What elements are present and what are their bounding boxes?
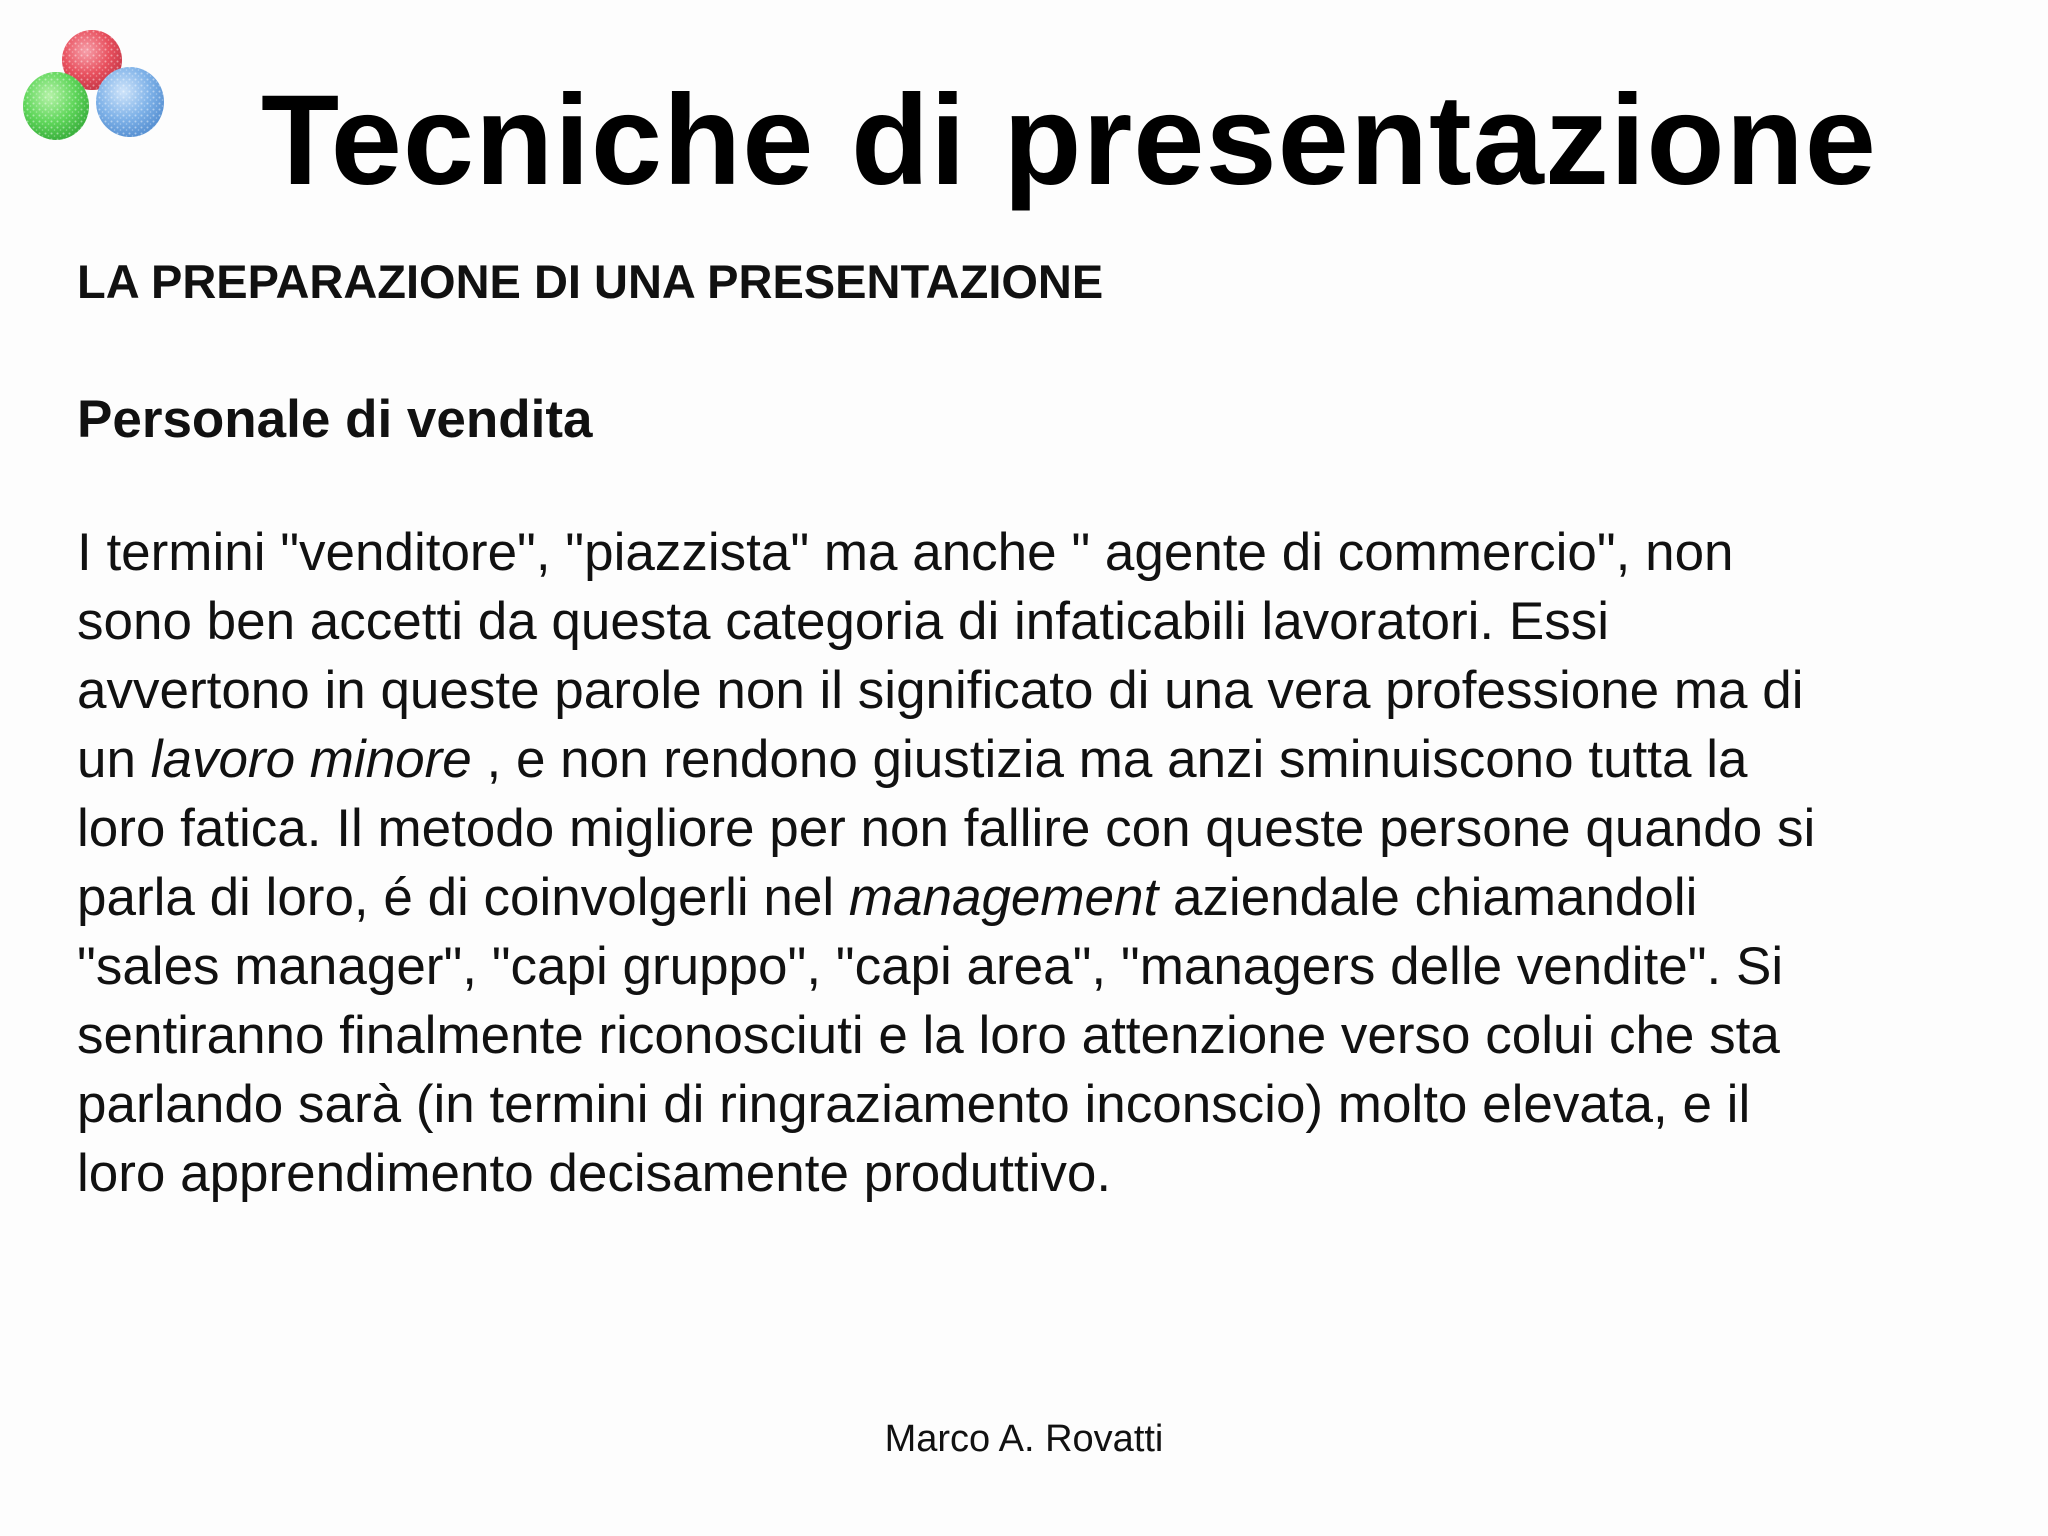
body-text-span: un (77, 730, 151, 789)
section-heading: LA PREPARAZIONE DI UNA PRESENTAZIONE (77, 255, 1104, 308)
body-line: "sales manager", "capi gruppo", "capi area", "managers delle vendite". Si (77, 937, 1784, 996)
body-paragraph (77, 518, 2017, 1208)
slide-title: Tecniche di presentazione (261, 69, 1877, 212)
subheading: Personale di vendita (77, 390, 593, 449)
body-line: loro fatica. Il metodo migliore per non fallire con queste persone quando si (77, 799, 1816, 858)
body-line: parlando sarà (in termini di ringraziamento inconscio) molto elevata, e il (77, 1075, 1751, 1134)
body-text-span: parla di loro, é di coinvolgerli nel (77, 868, 849, 927)
body-line: I termini "venditore", "piazzista" ma anche " agente di commercio", non (77, 523, 1734, 582)
body-line: sono ben accetti da questa categoria di infaticabili lavoratori. Essi (77, 592, 1609, 651)
italic-phrase: management (848, 868, 1159, 927)
body-line (77, 863, 2017, 932)
body-line: sentiranno finalmente riconosciuti e la loro attenzione verso colui che sta (77, 1006, 1780, 1065)
italic-phrase: lavoro minore (150, 730, 472, 789)
body-line: loro apprendimento decisamente produttivo. (77, 1144, 1112, 1203)
body-text-span: aziendale chiamandoli (1158, 868, 1698, 927)
body-line (77, 725, 2017, 794)
body-line: avvertono in queste parole non il significato di una vera professione ma di (77, 661, 1804, 720)
footer-author: Marco A. Rovatti (884, 1418, 1164, 1460)
body-text-span: , e non rendono giustizia ma anzi sminuiscono tutta la (471, 730, 1748, 789)
